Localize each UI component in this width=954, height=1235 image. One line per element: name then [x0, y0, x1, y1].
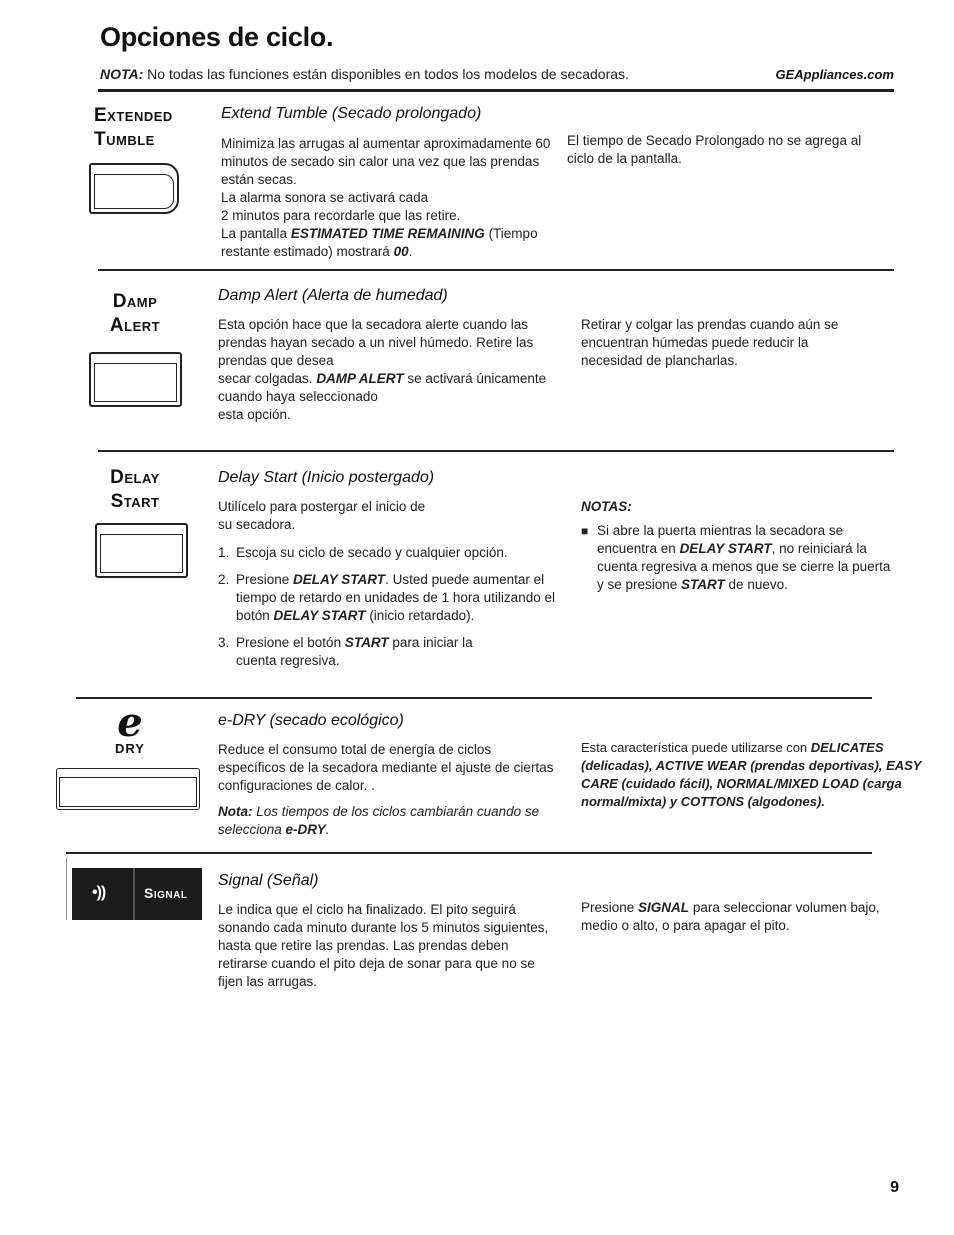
- text: se activará únicamente cuando haya seleccionado: [218, 371, 547, 404]
- sound-icon: •)): [92, 884, 106, 901]
- note-label: NOTA:: [100, 66, 144, 82]
- text: Presione el botón: [236, 635, 345, 650]
- text: Los tiempos de los ciclos cambiarán cuando se selecciona: [218, 804, 540, 837]
- list-item: [218, 544, 558, 562]
- header-note: [100, 66, 629, 82]
- paragraph: La alarma sonora se activará cada: [221, 190, 429, 205]
- edry-logo: [108, 699, 152, 756]
- label-line: Start: [110, 491, 160, 512]
- text: (Tiempo restante estimado) mostrará: [221, 226, 538, 259]
- bold-text: ESTIMATED TIME REMAINING: [290, 226, 485, 241]
- section-title: Damp Alert (Alerta de humedad): [218, 287, 448, 304]
- paragraph: Minimiza las arrugas al aumentar aproximadamente 60 minutos de secado sin calor una vez que las prendas están secas.: [221, 136, 551, 187]
- damp-alert-label: [90, 290, 180, 338]
- bold-text: DELAY START: [293, 572, 386, 587]
- damp-alert-note: Retirar y colgar las prendas cuando aún se encuentran húmedas puede reducir la necesidad de plancharlas.: [581, 317, 839, 368]
- step-number: 1.: [218, 545, 230, 560]
- signal-note: [581, 899, 891, 935]
- extended-tumble-button[interactable]: [89, 163, 179, 214]
- text: Escoja su ciclo de secado y cualquier opción.: [236, 545, 508, 560]
- section-divider: [66, 852, 872, 854]
- page-title: Opciones de ciclo.: [100, 22, 334, 52]
- bold-text: Nota:: [218, 804, 253, 819]
- text: Si abre la puerta mientras la secadora se encuentra en: [597, 523, 844, 556]
- bold-text: DELICATES (delicadas), ACTIVE WEAR (prendas deportivas), EASY CARE (cuidado fácil), NORMAL/MIXED LOAD (carga normal/mixta) y COTTONS (algodones).: [581, 740, 922, 809]
- e-logo-icon: e: [117, 699, 143, 746]
- section-title: Delay Start (Inicio postergado): [218, 469, 435, 486]
- extended-tumble-description: [221, 135, 551, 261]
- edry-note: [218, 803, 558, 839]
- edry-compatibility-note: [581, 739, 926, 811]
- paragraph: Utilícelo para postergar el inicio de su secadora.: [218, 499, 426, 532]
- section-divider: [98, 450, 894, 452]
- note-text: No todas las funciones están disponibles en todos los modelos de secadoras.: [143, 66, 629, 82]
- list-item: [218, 571, 558, 625]
- extended-tumble-note: El tiempo de Secado Prolongado no se agrega al ciclo de la pantalla.: [567, 133, 862, 166]
- signal-frame-edge: [66, 858, 67, 920]
- text: para iniciar la cuenta regresiva.: [236, 635, 473, 668]
- text: para seleccionar volumen bajo, medio o alto, o para apagar el pito.: [581, 900, 880, 933]
- signal-button-label: Signal: [144, 885, 188, 901]
- bold-text: DELAY START: [679, 541, 772, 556]
- text: La pantalla: [221, 226, 291, 241]
- delay-start-notes: [581, 498, 891, 594]
- header-rule: [98, 89, 894, 92]
- text: Esta característica puede utilizarse con: [581, 740, 811, 755]
- section-divider: [76, 697, 872, 699]
- damp-alert-button[interactable]: [89, 352, 182, 407]
- divider: [133, 868, 135, 920]
- bullet-icon: ■: [581, 524, 589, 538]
- delay-start-label: [90, 466, 180, 514]
- text: Presione: [581, 900, 639, 915]
- text: .: [408, 244, 413, 259]
- website-link[interactable]: GEAppliances.com: [775, 67, 894, 82]
- paragraph: esta opción.: [218, 407, 291, 422]
- text: , no reiniciará la cuenta regresiva a menos que se cierre la puerta y se presione: [597, 541, 891, 592]
- notes-label: NOTAS:: [581, 499, 632, 514]
- bold-text: DELAY START: [273, 608, 366, 623]
- paragraph: Esta opción hace que la secadora alerte cuando las prendas hayan secado a un nivel húmedo. Retire las prendas que desea: [218, 317, 534, 368]
- edry-description: [218, 741, 558, 839]
- label-line: Damp: [112, 291, 158, 312]
- label-line: Tumble: [94, 129, 155, 150]
- text: de nuevo.: [724, 577, 788, 592]
- bold-text: START: [681, 577, 725, 592]
- bold-text: DAMP ALERT: [316, 371, 404, 386]
- section-title: Signal (Señal): [218, 872, 319, 889]
- paragraph: [218, 370, 558, 406]
- text: .: [325, 822, 330, 837]
- label-line: Extended: [94, 105, 173, 126]
- label-line: Alert: [109, 315, 161, 336]
- step-number: 3.: [218, 635, 230, 650]
- section-title: Extend Tumble (Secado prolongado): [221, 105, 482, 122]
- delay-start-description: [218, 498, 558, 679]
- signal-description: Le indica que el ciclo ha finalizado. El pito seguirá sonando cada minuto durante los 5 minutos siguientes, hasta que retire las prendas. Las prendas deben retirarse cuando el pito deja de sonar para que no se fijen las arrugas.: [218, 902, 549, 989]
- bold-text: START: [344, 635, 389, 650]
- edry-button[interactable]: [56, 768, 200, 810]
- dry-label: DRY: [115, 741, 145, 756]
- bold-text: e-DRY: [285, 822, 326, 837]
- paragraph: [221, 225, 551, 261]
- text: Presione: [236, 572, 294, 587]
- section-divider: [98, 269, 894, 271]
- delay-start-button[interactable]: [95, 523, 188, 578]
- list-item: [218, 634, 486, 670]
- text: . Usted puede aumentar el tiempo de retardo en unidades de 1 hora utilizando el botón: [236, 572, 555, 623]
- bold-text: 00: [393, 244, 409, 259]
- section-title: e-DRY (secado ecológico): [218, 712, 404, 729]
- label-line: Delay: [110, 467, 160, 488]
- page-number: 9: [890, 1179, 899, 1196]
- damp-alert-description: [218, 316, 558, 424]
- step-number: 2.: [218, 572, 230, 587]
- text: secar colgadas.: [218, 371, 317, 386]
- steps-list: [218, 544, 558, 670]
- bold-text: SIGNAL: [638, 900, 690, 915]
- note-item: [581, 522, 891, 594]
- signal-button[interactable]: [72, 868, 202, 920]
- extended-tumble-label: [94, 104, 190, 152]
- paragraph: 2 minutos para recordarle que las retire.: [221, 208, 461, 223]
- text: (inicio retardado).: [365, 608, 475, 623]
- paragraph: Reduce el consumo total de energía de ciclos específicos de la secadora mediante el ajuste de ciertas configuraciones de calor. .: [218, 742, 554, 793]
